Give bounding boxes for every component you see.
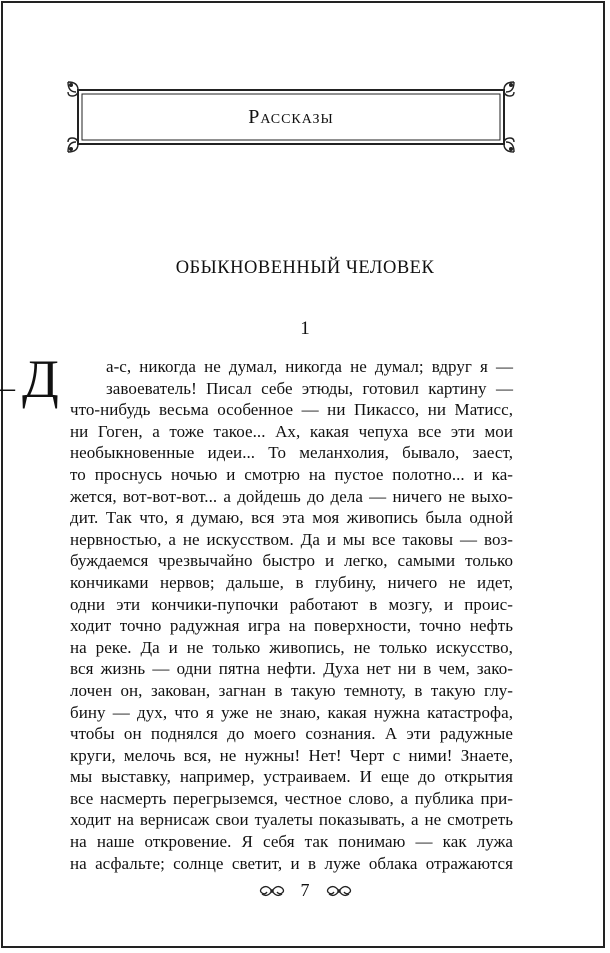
text-line: а-с, никогда не думал, никогда не думал; вдруг я — [106,357,513,376]
text-line: ходит на вернисаж свои туалеты показывать, а не смотреть [70,810,513,830]
page-footer [0,880,610,901]
text-line: жется, вот-вот-вот... а дойдешь до дела — ничего не выхо- [70,486,513,506]
text-line: мы выставку, например, устраиваем. И еще до открытия [70,767,513,787]
text-line: ни Гоген, а тоже такое... Ах, какая чепуха все эти мои [70,421,513,441]
drop-cap: Д [22,349,59,409]
fleuron-icon [257,881,287,901]
drop-dash: – [0,371,15,404]
text-line: кончиками нервов; дальше, в глубину, ничего не идет, [70,572,513,592]
text-line: нервностью, а не искусством. Да и мы все таковы — воз- [70,529,513,549]
text-line: то проснусь ночью и смотрю на пустое полотно... и ка- [70,464,513,484]
fleuron-icon [324,881,354,901]
text-line: чтобы он поднялся до моего сознания. А эти радужные [70,724,513,744]
chapter-number: 1 [300,318,310,339]
text-line: на асфальте; солнце светит, и в луже облака отражаются [70,853,513,873]
text-line: завоеватель! Писал себе этюды, готовил картину — [106,378,513,398]
section-header-frame [66,80,516,154]
text-line: круги, мелочь вся, не нужны! Нет! Черт с ними! Знаете, [70,745,513,765]
text-line: бину — дух, что я уже не знаю, какая нужна катастрофа, [70,702,513,722]
text-line: на наше откровение. Я себя так понимаю — как лужа [70,832,513,852]
text-line: что-нибудь весьма особенное — ни Пикассо, ни Матисс, [70,400,513,420]
text-line: лочен он, закован, загнан в такую темноту, в такую глу- [70,680,513,700]
text-line: необыкновенные идеи... То меланхолия, бывало, заест, [70,443,513,463]
text-line: дит. Так что, я думаю, вся эта моя живопись была одной [70,508,513,528]
text-line: буждаемся чрезвычайно быстро и легко, самыми только [70,551,513,571]
page-number: 7 [300,880,310,900]
section-title: Рассказы [248,105,334,128]
body-text [70,356,513,874]
text-line: на реке. Да и не только живопись, не только искусство, [70,637,513,657]
text-line: все насмерть перегрыземся, честное слово, а публика при- [70,788,513,808]
text-line: одни эти кончики-пупочки работают в мозгу, и проис- [70,594,513,614]
text-line: вся жизнь — одни пятна нефти. Духа нет ни в чем, зако- [70,659,513,679]
text-line: ходит точно радужная игра на поверхности, точно нефть [70,616,513,636]
story-title: ОБЫКНОВЕННЫЙ ЧЕЛОВЕК [175,258,435,278]
